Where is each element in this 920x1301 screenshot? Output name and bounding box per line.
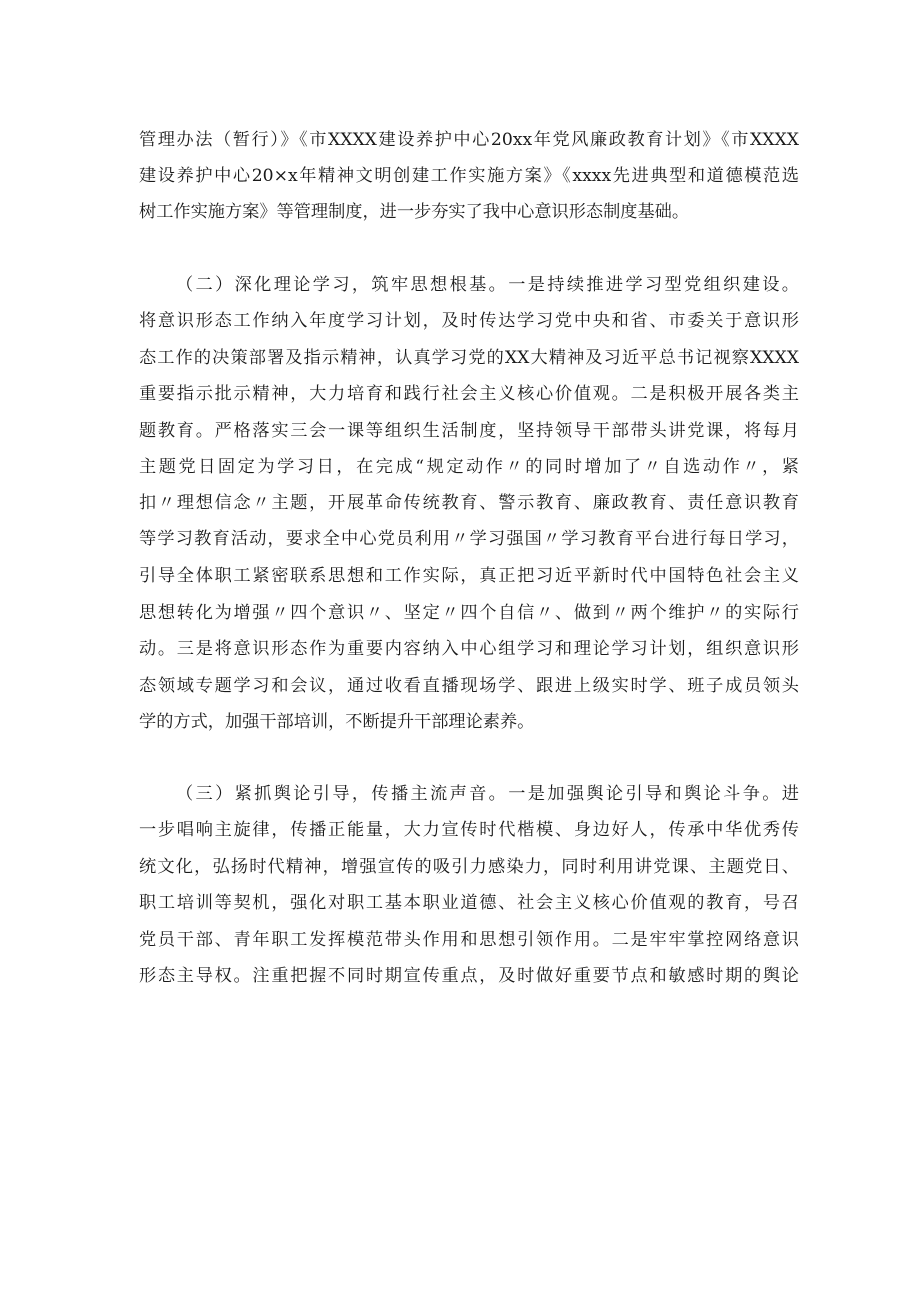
text-line: 扣〃理想信念〃主题，开展革命传统教育、警示教育、廉政教育、责任意识教育 [139,493,799,513]
text-line: 树工作实施方案》等管理制度，进一步夯实了我中心意识形态制度基础。 [139,202,690,222]
text-line: 党员干部、青年职工发挥模范带头作用和思想引领作用。二是牢牢掌控网络意识 [139,930,799,950]
text-line: 等学习教育活动，要求全中心党员利用〃学习强国〃学习教育平台进行每日学习， [139,529,799,549]
text-line: 题教育。严格落实三会一课等组织生活制度，坚持领导干部带头讲党课，将每月 [139,421,799,441]
text-line: 主题党日固定为学习日，在完成“规定动作〃的同时增加了〃自选动作〃，紧 [139,457,799,477]
text-line: 职工培训等契机，强化对职工基本职业道德、社会主义核心价值观的教育，号召 [139,893,799,913]
text-line: 引导全体职工紧密联系思想和工作实际，真正把习近平新时代中国特色社会主义 [139,566,799,586]
text-line: 学的方式，加强干部培训，不断提升干部理论素养。 [139,712,535,732]
text-line: 管理办法（暂行）》《市XXXX建设养护中心20xx年党风廉政教育计划》《市XXXX [139,130,799,150]
text-line: 动。三是将意识形态作为重要内容纳入中心组学习和理论学习计划，组织意识形 [139,639,799,659]
text-line: 将意识形态工作纳入年度学习计划，及时传达学习党中央和省、市委关于意识形 [139,311,799,331]
text-line: （三）紧抓舆论引导，传播主流声音。一是加强舆论引导和舆论斗争。进 [176,784,799,804]
text-line: （二）深化理论学习，筑牢思想根基。一是持续推进学习型党组织建设。 [176,275,799,295]
text-line: 态工作的决策部署及指示精神，认真学习党的XX大精神及习近平总书记视察XXXX [139,348,799,368]
text-line: 态领域专题学习和会议，通过收看直播现场学、跟进上级实时学、班子成员领头 [139,676,799,696]
text-line: 统文化，弘扬时代精神，增强宣传的吸引力感染力，同时利用讲党课、主题党日、 [139,857,799,877]
text-line: 思想转化为增强〃四个意识〃、坚定〃四个自信〃、做到〃两个维护〃的实际行 [139,603,799,623]
text-line: 一步唱响主旋律，传播正能量，大力宣传时代楷模、身边好人，传承中华优秀传 [139,820,799,840]
text-line: 重要指示批示精神，大力培育和践行社会主义核心价值观。二是积极开展各类主 [139,384,799,404]
text-line: 形态主导权。注重把握不同时期宣传重点，及时做好重要节点和敏感时期的舆论 [139,966,799,986]
text-line: 建设养护中心20×x年精神文明创建工作实施方案》《xxxx先进典型和道德模范选 [139,166,799,186]
